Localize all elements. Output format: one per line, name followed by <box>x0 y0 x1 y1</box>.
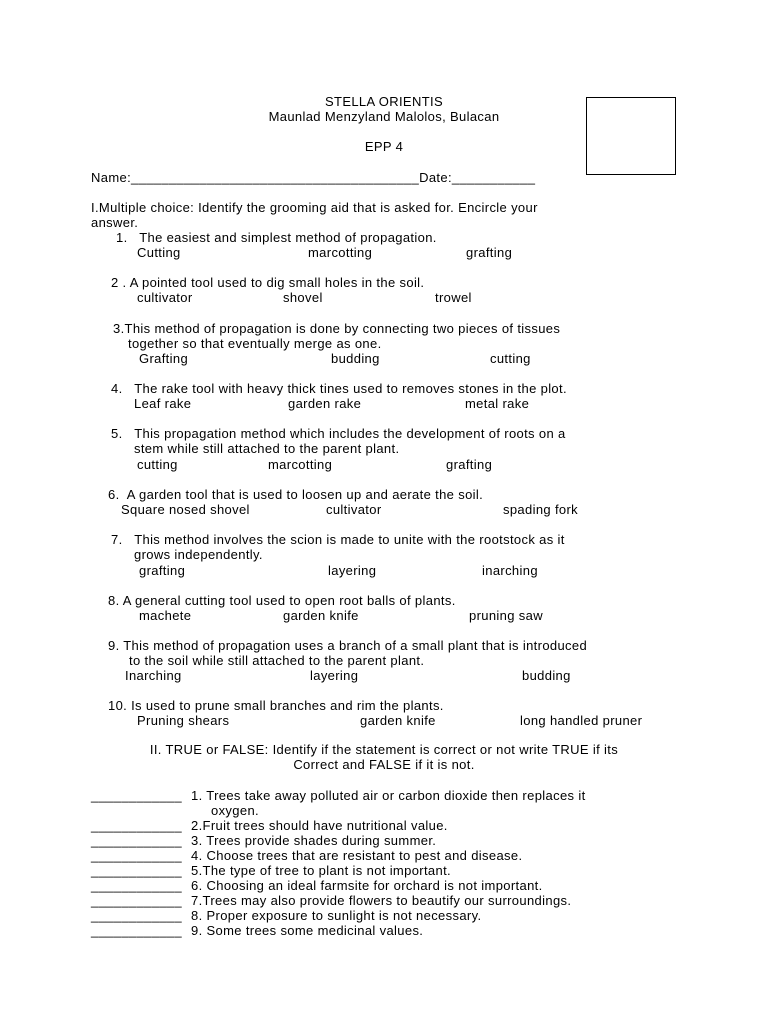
tf-blank[interactable]: ____________ <box>91 833 182 848</box>
q3-choice-c[interactable]: cutting <box>490 351 531 366</box>
q9-choice-c[interactable]: budding <box>522 668 571 683</box>
q8-choice-b[interactable]: garden knife <box>283 608 359 623</box>
question-7-cont: grows independently. <box>134 547 263 562</box>
part1-instructions: I.Multiple choice: Identify the grooming aid that is asked for. Encircle your <box>91 200 538 215</box>
part2-instructions: II. TRUE or FALSE: Identify if the statement is correct or not write TRUE if its <box>149 742 619 757</box>
q7-choice-a[interactable]: grafting <box>139 563 186 578</box>
q6-choice-b[interactable]: cultivator <box>326 502 382 517</box>
q3-choice-b[interactable]: budding <box>331 351 380 366</box>
q5-choice-a[interactable]: cutting <box>137 457 178 472</box>
question-2: 2 . A pointed tool used to dig small holes in the soil. <box>111 275 425 290</box>
q10-choice-a[interactable]: Pruning shears <box>137 713 230 728</box>
tf-item-5: 5.The type of tree to plant is not important. <box>191 863 451 878</box>
tf-item-4: 4. Choose trees that are resistant to pest and disease. <box>191 848 523 863</box>
q9-choice-b[interactable]: layering <box>310 668 359 683</box>
q2-choice-b[interactable]: shovel <box>283 290 323 305</box>
tf-item-3: 3. Trees provide shades during summer. <box>191 833 437 848</box>
question-8: 8. A general cutting tool used to open root balls of plants. <box>108 593 456 608</box>
question-9-cont: to the soil while still attached to the parent plant. <box>129 653 425 668</box>
tf-blank[interactable]: ____________ <box>91 878 182 893</box>
question-4: 4. The rake tool with heavy thick tines used to removes stones in the plot. <box>111 381 567 396</box>
q9-choice-a[interactable]: Inarching <box>125 668 182 683</box>
q10-choice-c[interactable]: long handled pruner <box>520 713 643 728</box>
q7-choice-c[interactable]: inarching <box>482 563 538 578</box>
name-date-line: Name:______________________________________Date:___________ <box>91 170 536 185</box>
part2-instructions-cont: Correct and FALSE if it is not. <box>293 757 475 772</box>
tf-blank[interactable]: ____________ <box>91 818 182 833</box>
question-6: 6. A garden tool that is used to loosen up and aerate the soil. <box>108 487 484 502</box>
question-7: 7. This method involves the scion is made to unite with the rootstock as it <box>111 532 565 547</box>
q6-choice-a[interactable]: Square nosed shovel <box>121 502 250 517</box>
question-10: 10. Is used to prune small branches and rim the plants. <box>108 698 444 713</box>
subject-title: EPP 4 <box>364 139 404 154</box>
part1-instructions-cont: answer. <box>91 215 139 230</box>
school-name: STELLA ORIENTIS <box>325 94 443 109</box>
q5-choice-c[interactable]: grafting <box>446 457 493 472</box>
question-5: 5. This propagation method which includes the development of roots on a <box>111 426 566 441</box>
question-3: 3.This method of propagation is done by connecting two pieces of tissues <box>113 321 561 336</box>
school-address: Maunlad Menzyland Malolos, Bulacan <box>268 109 500 124</box>
q6-choice-c[interactable]: spading fork <box>503 502 579 517</box>
tf-item-2: 2.Fruit trees should have nutritional value. <box>191 818 448 833</box>
tf-item-7: 7.Trees may also provide flowers to beautify our surroundings. <box>191 893 572 908</box>
tf-item-1-cont: oxygen. <box>211 803 259 818</box>
tf-item-6: 6. Choosing an ideal farmsite for orchard is not important. <box>191 878 543 893</box>
question-5-cont: stem while still attached to the parent plant. <box>134 441 400 456</box>
q1-choice-b[interactable]: marcotting <box>308 245 373 260</box>
q2-choice-a[interactable]: cultivator <box>137 290 193 305</box>
question-3-cont: together so that eventually merge as one. <box>128 336 382 351</box>
q8-choice-a[interactable]: machete <box>139 608 192 623</box>
q2-choice-c[interactable]: trowel <box>435 290 472 305</box>
q5-choice-b[interactable]: marcotting <box>268 457 333 472</box>
tf-blank[interactable]: ____________ <box>91 863 182 878</box>
question-9: 9. This method of propagation uses a branch of a small plant that is introduced <box>108 638 588 653</box>
question-1: 1. The easiest and simplest method of propagation. <box>116 230 437 245</box>
q1-choice-c[interactable]: grafting <box>466 245 513 260</box>
q4-choice-c[interactable]: metal rake <box>465 396 530 411</box>
tf-blank[interactable]: ____________ <box>91 923 182 938</box>
tf-item-1: 1. Trees take away polluted air or carbon dioxide then replaces it <box>191 788 586 803</box>
q8-choice-c[interactable]: pruning saw <box>469 608 543 623</box>
q4-choice-b[interactable]: garden rake <box>288 396 362 411</box>
q3-choice-a[interactable]: Grafting <box>139 351 189 366</box>
tf-item-8: 8. Proper exposure to sunlight is not necessary. <box>191 908 482 923</box>
tf-blank[interactable]: ____________ <box>91 893 182 908</box>
tf-blank[interactable]: ____________ <box>91 848 182 863</box>
tf-blank[interactable]: ____________ <box>91 788 182 803</box>
q1-choice-a[interactable]: Cutting <box>137 245 181 260</box>
tf-item-9: 9. Some trees some medicinal values. <box>191 923 424 938</box>
photo-box <box>586 97 676 175</box>
q7-choice-b[interactable]: layering <box>328 563 377 578</box>
tf-blank[interactable]: ____________ <box>91 908 182 923</box>
q10-choice-b[interactable]: garden knife <box>360 713 436 728</box>
q4-choice-a[interactable]: Leaf rake <box>134 396 192 411</box>
